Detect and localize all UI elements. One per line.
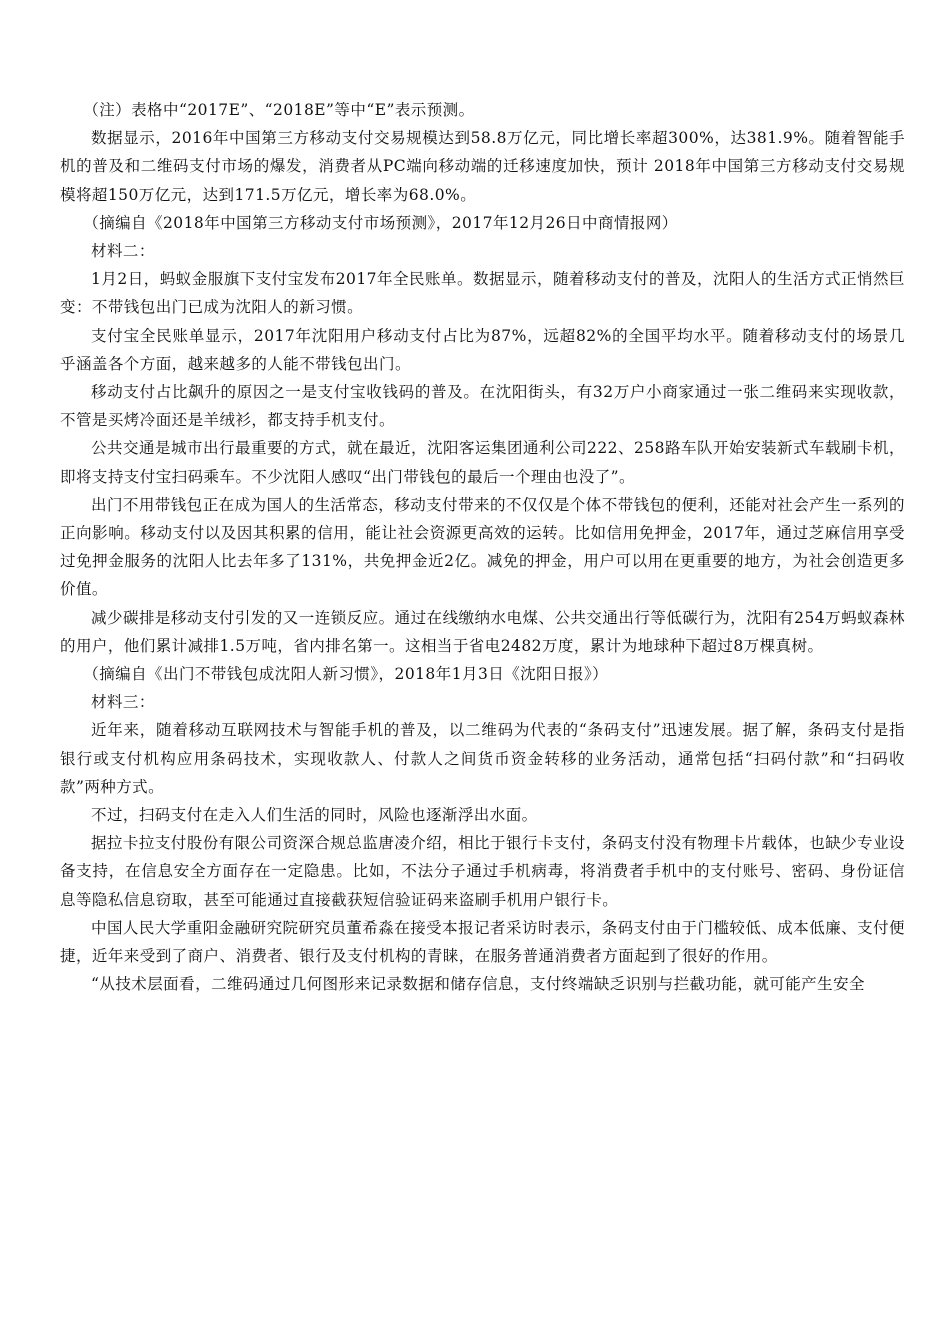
article-body [60,96,905,999]
paragraph: 不过，扫码支付在走入人们生活的同时，风险也逐渐浮出水面。 [91,806,538,825]
source-citation: （摘编自《出门不带钱包成沈阳人新习惯》，2018年1月3日《沈阳日报》） [83,665,609,684]
paragraph: 出门不用带钱包正在成为国人的生活常态，移动支付带来的不仅仅是个体不带钱包的便利，还能对社会产生一系列的正向影响。移动支付以及因其积累的信用，能让社会资源更高效的运转。比如信用免押金，2017年，通过芝麻信用享受过免押金服务的沈阳人比去年多了131%，共免押金近2亿。减免的押金，用户可以用在更重要的地方，为社会创造更多价值。 [60,495,905,599]
section-heading: 材料二： [91,242,155,261]
paragraph: 近年来，随着移动互联网技术与智能手机的普及，以二维码为代表的“条码支付”迅速发展。据了解，条码支付是指银行或支付机构应用条码技术，实现收款人、付款人之间货币资金转移的业务活动，通常包括“扫码付款”和“扫码收款”两种方式。 [60,721,905,796]
paragraph: 数据显示，2016年中国第三方移动支付交易规模达到58.8万亿元，同比增长率超300%，达381.9%。随着智能手机的普及和二维码支付市场的爆发，消费者从PC端向移动端的迁移速度加快，预计 2018年中国第三方移动支付交易规模将超150万亿元，达到171.5万亿元，增长率为68.0%。 [60,129,905,204]
section-heading: 材料三： [91,693,155,712]
paragraph: 1月2日，蚂蚁金服旗下支付宝发布2017年全民账单。数据显示，随着移动支付的普及，沈阳人的生活方式正悄然巨变：不带钱包出门已成为沈阳人的新习惯。 [60,270,905,317]
paragraph: 支付宝全民账单显示，2017年沈阳用户移动支付占比为87%，远超82%的全国平均水平。随着移动支付的场景几乎涵盖各个方面，越来越多的人能不带钱包出门。 [60,326,905,373]
paragraph: 中国人民大学重阳金融研究院研究员董希淼在接受本报记者采访时表示，条码支付由于门槛较低、成本低廉、支付便捷，近年来受到了商户、消费者、银行及支付机构的青睐，在服务普通消费者方面起到了很好的作用。 [60,918,905,966]
paragraph: 减少碳排是移动支付引发的又一连锁反应。通过在线缴纳水电煤、公共交通出行等低碳行为，沈阳有254万蚂蚁森林的用户，他们累计减排1.5万吨，省内排名第一。这相当于省电2482万度，累计为地球种下超过8万棵真树。 [60,608,905,655]
paragraph: “从技术层面看，二维码通过几何图形来记录数据和储存信息，支付终端缺乏识别与拦截功能，就可能产生安全 [91,975,865,994]
table-note: （注）表格中“2017E”、“2018E”等中“E”表示预测。 [83,101,475,119]
paragraph: 移动支付占比飙升的原因之一是支付宝收钱码的普及。在沈阳街头，有32万户小商家通过一张二维码来实现收款，不管是买烤冷面还是羊绒衫，都支持手机支付。 [60,383,905,430]
source-citation: （摘编自《2018年中国第三方移动支付市场预测》，2017年12月26日中商情报网） [83,213,678,232]
paragraph: 据拉卡拉支付股份有限公司资深合规总监唐凌介绍，相比于银行卡支付，条码支付没有物理卡片载体，也缺少专业设备支持，在信息安全方面存在一定隐患。比如，不法分子通过手机病毒，将消费者手机中的支付账号、密码、身份证信息等隐私信息窃取，甚至可能通过直接截获短信验证码来盗刷手机用户银行卡。 [60,834,905,909]
paragraph: 公共交通是城市出行最重要的方式，就在最近，沈阳客运集团通利公司222、258路车队开始安装新式车载刷卡机，即将支持支付宝扫码乘车。不少沈阳人感叹“出门带钱包的最后一个理由也没了”。 [60,439,905,486]
